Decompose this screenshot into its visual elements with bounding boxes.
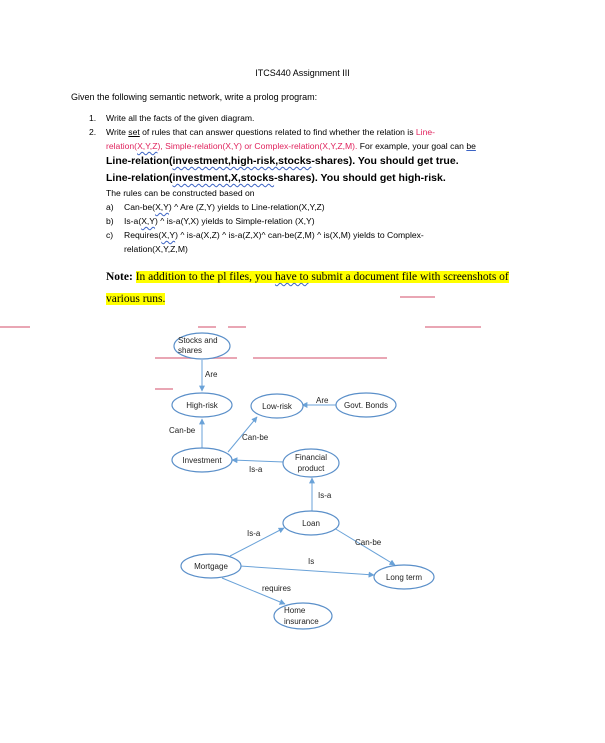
rule-c-text: Requires(X,Y) ^ is-a(X,Z) ^ is-a(Z,X)^ can-be(Z,M) ^ is(X,M) yields to Complex- bbox=[124, 230, 424, 240]
example-1: Line-relation(investment,high-risk,stocks-shares). You should get true. bbox=[106, 155, 459, 167]
document-title: ITCS440 Assignment III bbox=[255, 68, 350, 78]
item-2-number: 2. bbox=[89, 127, 97, 137]
node-govt-bonds-label: Govt. Bonds bbox=[343, 401, 389, 410]
example-2: Line-relation(investment,X,stocks-shares). You should get high-risk. bbox=[106, 172, 446, 184]
edge-label-are-1: Are bbox=[205, 370, 218, 379]
edge-label-is: Is bbox=[308, 557, 315, 566]
set-word: set bbox=[128, 127, 140, 137]
edge-label-isa-3: Is-a bbox=[247, 529, 261, 538]
node-stocks-line-2: shares bbox=[178, 346, 203, 355]
node-investment-label: Investment bbox=[182, 456, 222, 465]
node-stocks-line-1: Stocks and bbox=[178, 336, 218, 345]
node-high-risk-label: High-risk bbox=[186, 401, 218, 410]
node-home-line-2: insurance bbox=[284, 617, 319, 626]
edge-label-canbe-3: Can-be bbox=[355, 538, 382, 547]
edge-label-isa-1: Is-a bbox=[249, 465, 263, 474]
rule-a-label: a) bbox=[106, 202, 114, 212]
node-loan-label: Loan bbox=[302, 519, 320, 528]
node-financial-line-2: product bbox=[297, 464, 325, 473]
item-2-line-2: relation(X,Y,Z), Simple-relation(X,Y) or Complex-relation(X,Y,Z,M). For example, your goal can be bbox=[106, 141, 476, 151]
edge-label-canbe-2: Can-be bbox=[242, 433, 269, 442]
rule-b-text: Is-a(X,Y) ^ is-a(Y,X) yields to Simple-relation (X,Y) bbox=[124, 216, 315, 226]
rules-intro: The rules can be constructed based on bbox=[106, 188, 255, 198]
rule-a-text: Can-be(X,Y) ^ Are (Z,Y) yields to Line-relation(X,Y,Z) bbox=[124, 202, 325, 212]
node-home-line-1: Home bbox=[284, 606, 306, 615]
edge-label-requires: requires bbox=[262, 584, 291, 593]
edge-isa-financial-investment bbox=[232, 460, 284, 462]
item-1-text: Write all the facts of the given diagram. bbox=[106, 113, 255, 123]
edge-is-mortgage-longterm bbox=[240, 566, 374, 575]
intro-text: Given the following semantic network, write a prolog program: bbox=[71, 92, 318, 102]
rule-c-line-2: relation(X,Y,Z,M) bbox=[124, 244, 188, 254]
item-2-line-1: Write set of rules that can answer questions related to find whether the relation is Line- bbox=[106, 127, 435, 137]
rule-b-label: b) bbox=[106, 216, 114, 226]
item-1-number: 1. bbox=[89, 113, 97, 123]
node-low-risk-label: Low-risk bbox=[262, 402, 292, 411]
node-financial-line-1: Financial bbox=[294, 453, 328, 462]
edge-label-canbe-1: Can-be bbox=[169, 426, 196, 435]
edge-label-are-2: Are bbox=[316, 396, 329, 405]
node-long-term-label: Long term bbox=[385, 573, 423, 582]
rule-c-label: c) bbox=[106, 230, 114, 240]
note-line-1: Note: In addition to the pl files, you have to submit a document file with screenshots of bbox=[106, 271, 509, 283]
note-line-2: various runs. bbox=[106, 293, 166, 305]
edge-label-isa-2: Is-a bbox=[318, 491, 332, 500]
node-mortgage-label: Mortgage bbox=[194, 562, 228, 571]
